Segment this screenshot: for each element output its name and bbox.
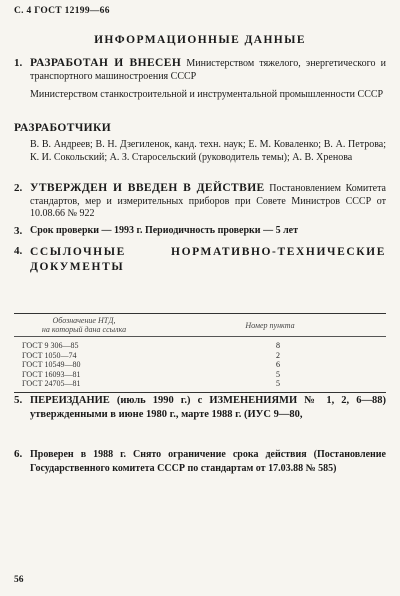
table-row [14,341,386,351]
table-cell-item: 8 [276,341,280,351]
table-cell-item: 6 [276,360,280,370]
table-row [14,351,386,361]
table-cell-document: ГОСТ 9 306—85 [22,341,79,351]
page-number: 56 [14,575,24,585]
section-1-text-2: Министерством станкостроительной и инструментальной промышленности СССР [30,89,384,101]
section-1 [14,57,386,102]
table-row [14,370,386,380]
document-header-code: С. 4 ГОСТ 12199—66 [14,6,110,16]
table-cell-item: 2 [276,350,280,360]
reference-documents-table [14,313,386,393]
developers-heading: РАЗРАБОТЧИКИ [14,122,112,134]
section-2-number: 2. [14,182,23,194]
table-cell-document: ГОСТ 1050—74 [22,350,77,360]
section-1-text: Министерством тяжелого, энергетического и транспортного машиностроения СССР [30,58,386,82]
section-3-text: Срок проверки — 1993 г. Периодичность проверки — 5 лет [30,225,299,236]
section-5 [14,394,386,422]
section-2-body [30,182,386,221]
table-cell-document: ГОСТ 16093—81 [22,369,81,379]
table-header-row [14,314,386,336]
table-header-document-line-1: Обозначение НТД, [52,316,116,325]
section-6 [14,448,386,475]
table-cell-document: ГОСТ 24705—81 [22,379,81,389]
section-6-number: 6. [14,448,23,460]
page-title: ИНФОРМАЦИОННЫЕ ДАННЫЕ [94,34,306,46]
section-4-body [30,245,386,275]
table-bottom-rule [14,392,386,393]
section-3-number: 3. [14,225,23,237]
section-2 [14,182,386,221]
section-1-heading: РАЗРАБОТАН И ВНЕСЕН [30,57,182,69]
table-header-document [14,316,154,334]
section-2-text: Постановлением Комитета стандартов, мер и измерительных приборов при Совете Министров СССР от 10.08.66 № 922 [30,183,386,220]
table-cell-item: 5 [276,379,280,389]
section-4-heading: ССЫЛОЧНЫЕ НОРМАТИВНО-ТЕХНИЧЕСКИЕ ДОКУМЕНТЫ [30,246,386,273]
table-cell-item: 5 [276,369,280,379]
section-5-number: 5. [14,394,23,406]
section-4-number: 4. [14,245,23,257]
section-5-text: ПЕРЕИЗДАНИЕ (июль 1990 г.) с ИЗМЕНЕНИЯМИ № 1, 2, 6—88) утвержденными в июне 1980 г., марте 1988 г. (ИУС 9—80, [30,395,386,420]
table-header-document-line-2: на который дана ссылка [41,325,127,334]
table-row [14,379,386,389]
developers-list: В. В. Андреев; В. Н. Дзегиленок, канд. техн. наук; Е. М. Коваленко; В. А. Петрова; К. И. Сокольский; А. З. Старосельский (руководитель темы); А. В. Хренова [30,139,386,163]
section-6-text: Проверен в 1988 г. Снято ограничение срока действия (Постановление Государственного комитета СССР по стандартам от 17.03.88 № 585) [30,449,386,474]
table-header-item: Номер пункта [245,320,295,330]
section-1-number: 1. [14,57,23,69]
table-row [14,360,386,370]
table-header-rule [14,336,386,337]
section-3 [14,225,386,238]
section-4 [14,245,386,275]
table-cell-document: ГОСТ 10549—80 [22,360,81,370]
section-2-heading: УТВЕРЖДЕН И ВВЕДЕН В ДЕЙСТВИЕ [30,182,265,194]
section-1-body [30,57,386,83]
